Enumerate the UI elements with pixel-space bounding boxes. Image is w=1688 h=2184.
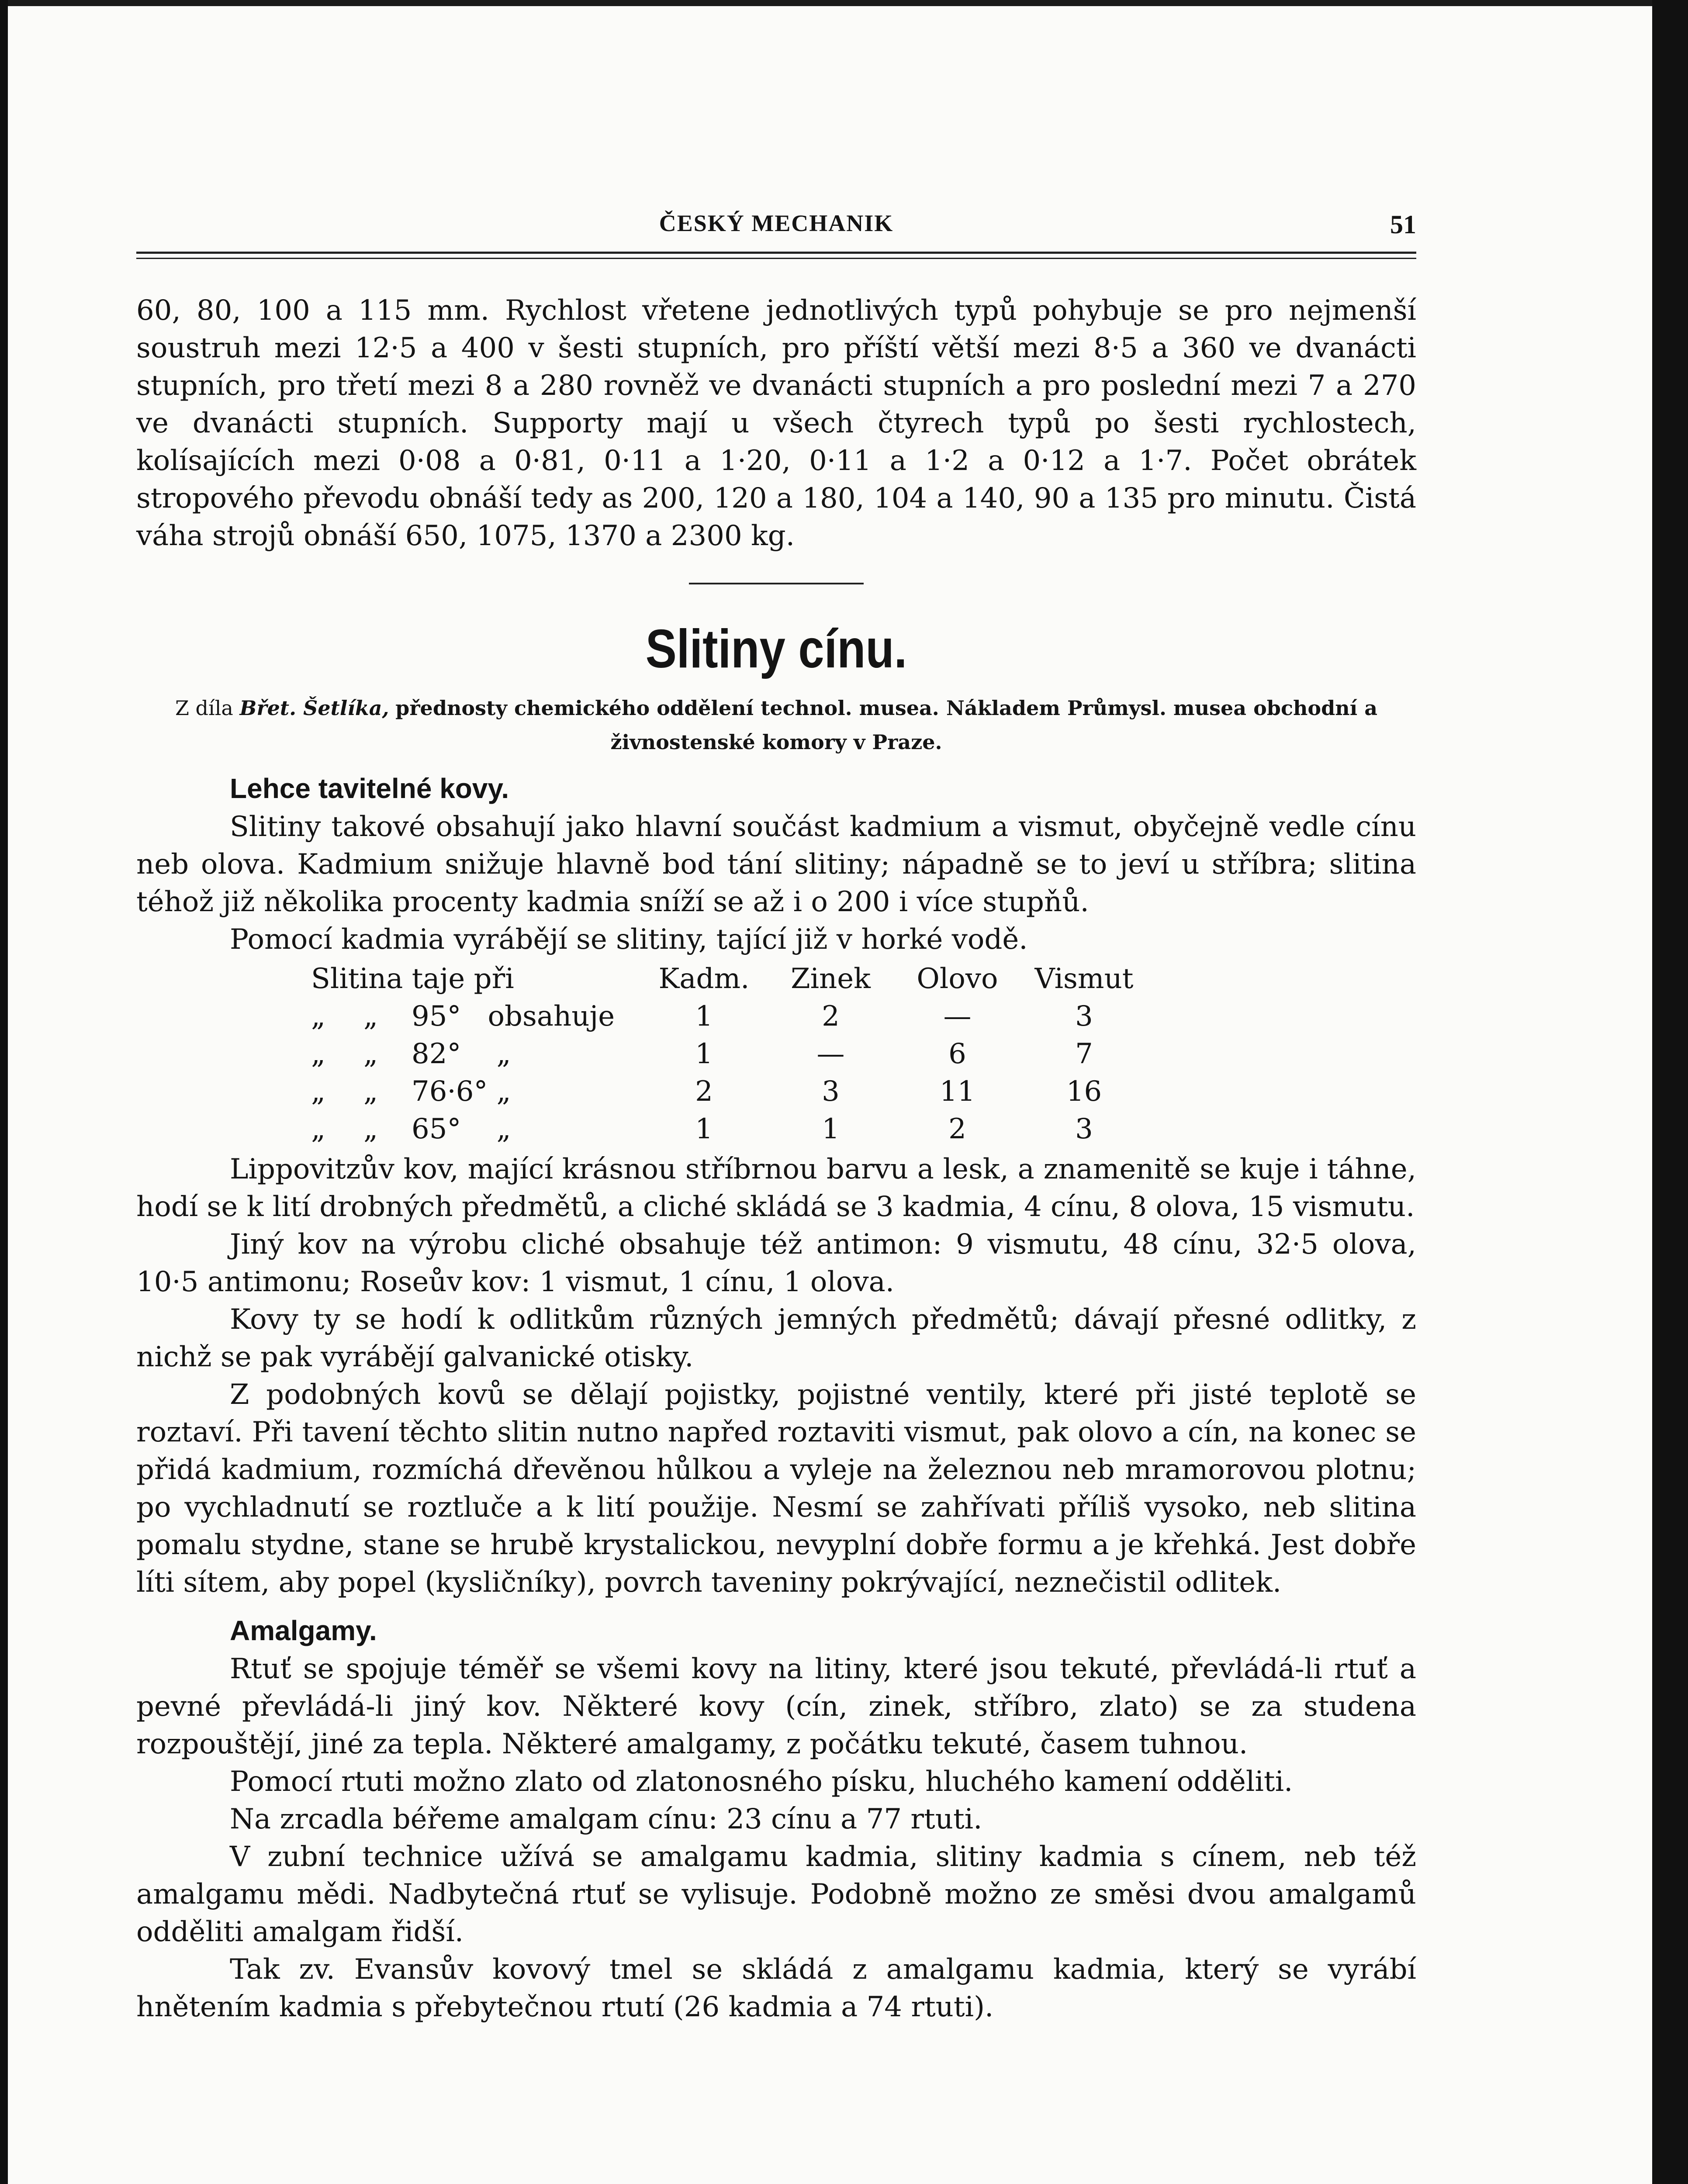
scan-border-right xyxy=(1652,0,1688,2184)
scan-border-left xyxy=(0,0,8,2184)
alloy-composition-table xyxy=(311,960,1148,1148)
table-row xyxy=(311,1073,1148,1110)
header-rule xyxy=(136,252,1416,254)
intro-paragraph: 60, 80, 100 a 115 mm. Rychlost vřetene jednotlivých typů pohybuje se pro nejmenší soustruh mezi 12·5 a 400 v šesti stupních, pro příští větší mezi 8·5 a 360 ve dvanácti stupních, pro třetí mezi 8 a 280 rovněž ve dvanácti stupních a pro poslední mezi 7 a 270 ve dvanácti stupních. Supporty mají u všech čtyrech typů po šesti rychlostech, kolísajících mezi 0·08 a 0·81, 0·11 a 1·20, 0·11 a 1·2 a 0·12 a 1·7. Počet obrátek stropového převodu obnáší tedy as 200, 120 a 180, 104 a 140, 90 a 135 pro minutu. Čistá váha strojů obnáší 650, 1075, 1370 a 2300 kg. xyxy=(136,294,1416,552)
paragraph: Pomocí kadmia vyrábějí se slitiny, tající již v horké vodě. xyxy=(230,923,1028,956)
melting-temperature: 82° xyxy=(412,1038,461,1070)
article-byline xyxy=(136,691,1416,759)
melting-temperature: 76·6° xyxy=(412,1075,488,1108)
scan-border-top xyxy=(0,0,1688,6)
melting-temperature: 65° xyxy=(412,1113,461,1145)
subheading-amalgamy: Amalgamy. xyxy=(230,1615,377,1646)
row-label: „ xyxy=(496,1075,511,1108)
paragraph: Z podobných kovů se dělají pojistky, pojistné ventily, které při jisté teplotě se roztaví. Při tavení těchto slitin nutno napřed roztaviti vismut, pak olovo a cín, na konec se přidá kadmium, rozmíchá dřevěnou hůlkou a vyleje na železnou neb mramorovou plotnu; po vychladnutí se roztluče a k lití použije. Nesmí se zahřívati příliš vysoko, neb slitina pomalu stydne, stane se hrubě krystalickou, nevyplní dobře formu a je křehká. Jest dobře líti sítem, aby popel (kysličníky), povrch taveniny pokrývající, neznečistil odlitek. xyxy=(136,1379,1416,1599)
paragraph: Pomocí rtuti možno zlato od zlatonosného písku, hluchého kamení odděliti. xyxy=(230,1766,1293,1798)
column-header: Kadm. xyxy=(658,963,750,995)
row-label: „ xyxy=(496,1113,511,1145)
ditto-mark: „ xyxy=(311,1000,326,1033)
paragraph: Rtuť se spojuje téměř se všemi kovy na litiny, které jsou tekuté, převládá-li rtuť a pevné převládá-li jiný kov. Některé kovy (cín, zinek, stříbro, zlato) se za studena rozpouštějí, jiné za tepla. Některé amalgamy, z počátku tekuté, časem tuhnou. xyxy=(136,1653,1416,1760)
journal-title: ČESKÝ MECHANIK xyxy=(659,210,894,236)
table-cell: 2 xyxy=(695,1075,713,1108)
column-header: Vismut xyxy=(1034,963,1134,995)
ditto-mark: „ xyxy=(363,1113,378,1145)
melting-temperature: 95° xyxy=(412,1000,461,1033)
ditto-mark: „ xyxy=(311,1113,326,1145)
table-cell: 3 xyxy=(1075,1113,1093,1145)
table-cell: 16 xyxy=(1066,1075,1102,1108)
row-label: obsahuje xyxy=(488,1000,615,1033)
table-header-row xyxy=(311,960,1148,998)
table-cell: 1 xyxy=(695,1113,713,1145)
ditto-mark: „ xyxy=(311,1038,326,1070)
ditto-mark: „ xyxy=(311,1075,326,1108)
table-cell: 1 xyxy=(695,1038,713,1070)
page-number: 51 xyxy=(1390,210,1416,239)
paragraph: Kovy ty se hodí k odlitkům různých jemných předmětů; dávají přesné odlitky, z nichž se pak vyrábějí galvanické otisky. xyxy=(136,1303,1416,1373)
paragraph: Tak zv. Evansův kovový tmel se skládá z amalgamu kadmia, který se vyrábí hnětením kadmia s přebytečnou rtutí (26 kadmia a 74 rtuti). xyxy=(136,1953,1416,2023)
article-title: Slitiny cínu. xyxy=(645,619,907,679)
row-label: „ xyxy=(496,1038,511,1070)
section-divider xyxy=(689,583,864,584)
running-head xyxy=(136,210,1416,245)
column-header: Olovo xyxy=(917,963,998,995)
header-rule-secondary xyxy=(136,258,1416,259)
table-cell: — xyxy=(943,1000,972,1033)
table-row xyxy=(311,998,1148,1035)
ditto-mark: „ xyxy=(363,1038,378,1070)
byline-publisher: přednosty chemického oddělení technol. musea. Nákladem Průmysl. musea obchodní a živnostenské komory v Praze. xyxy=(395,696,1378,754)
paragraph: Jiný kov na výrobu cliché obsahuje též antimon: 9 vismutu, 48 cínu, 32·5 olova, 10·5 antimonu; Roseův kov: 1 vismut, 1 cínu, 1 olova. xyxy=(136,1228,1416,1298)
byline-prefix: Z díla xyxy=(175,696,233,720)
table-cell: 3 xyxy=(1075,1000,1093,1033)
table-row xyxy=(311,1035,1148,1073)
table-cell: — xyxy=(816,1038,845,1070)
table-cell: 1 xyxy=(695,1000,713,1033)
ditto-mark: „ xyxy=(363,1000,378,1033)
table-cell: 7 xyxy=(1075,1038,1093,1070)
subheading-lehce-tavitelne: Lehce tavitelné kovy. xyxy=(230,773,509,804)
column-header: Zinek xyxy=(791,963,871,995)
table-cell: 3 xyxy=(822,1075,840,1108)
ditto-mark: „ xyxy=(363,1075,378,1108)
table-cell: 2 xyxy=(822,1000,840,1033)
table-cell: 2 xyxy=(948,1113,966,1145)
paragraph: V zubní technice užívá se amalgamu kadmia, slitiny kadmia s cínem, neb též amalgamu mědi. Nadbytečná rtuť se vylisuje. Podobně možno ze směsi dvou amalgamů odděliti amalgam řidší. xyxy=(136,1841,1416,1948)
paragraph: Na zrcadla béřeme amalgam cínu: 23 cínu a 77 rtuti. xyxy=(230,1803,982,1835)
byline-author: Břet. Šetlíka, xyxy=(239,696,389,720)
table-cell: 6 xyxy=(948,1038,966,1070)
table-header-label: Slitina taje při xyxy=(311,963,514,995)
paragraph: Slitiny takové obsahují jako hlavní součást kadmium a vismut, obyčejně vedle cínu neb olova. Kadmium snižuje hlavně bod tání slitiny; nápadně se to jeví u stříbra; slitina téhož již několika procenty kadmia sníží se až i o 200 i více stupňů. xyxy=(136,811,1416,918)
article-body xyxy=(136,292,1416,2026)
table-row xyxy=(311,1110,1148,1148)
paragraph: Lippovitzův kov, mající krásnou stříbrnou barvu a lesk, a znamenitě se kuje i táhne, hodí se k lití drobných předmětů, a cliché skládá se 3 kadmia, 4 cínu, 8 olova, 15 vismutu. xyxy=(136,1153,1416,1223)
table-cell: 1 xyxy=(822,1113,840,1145)
table-cell: 11 xyxy=(939,1075,975,1108)
